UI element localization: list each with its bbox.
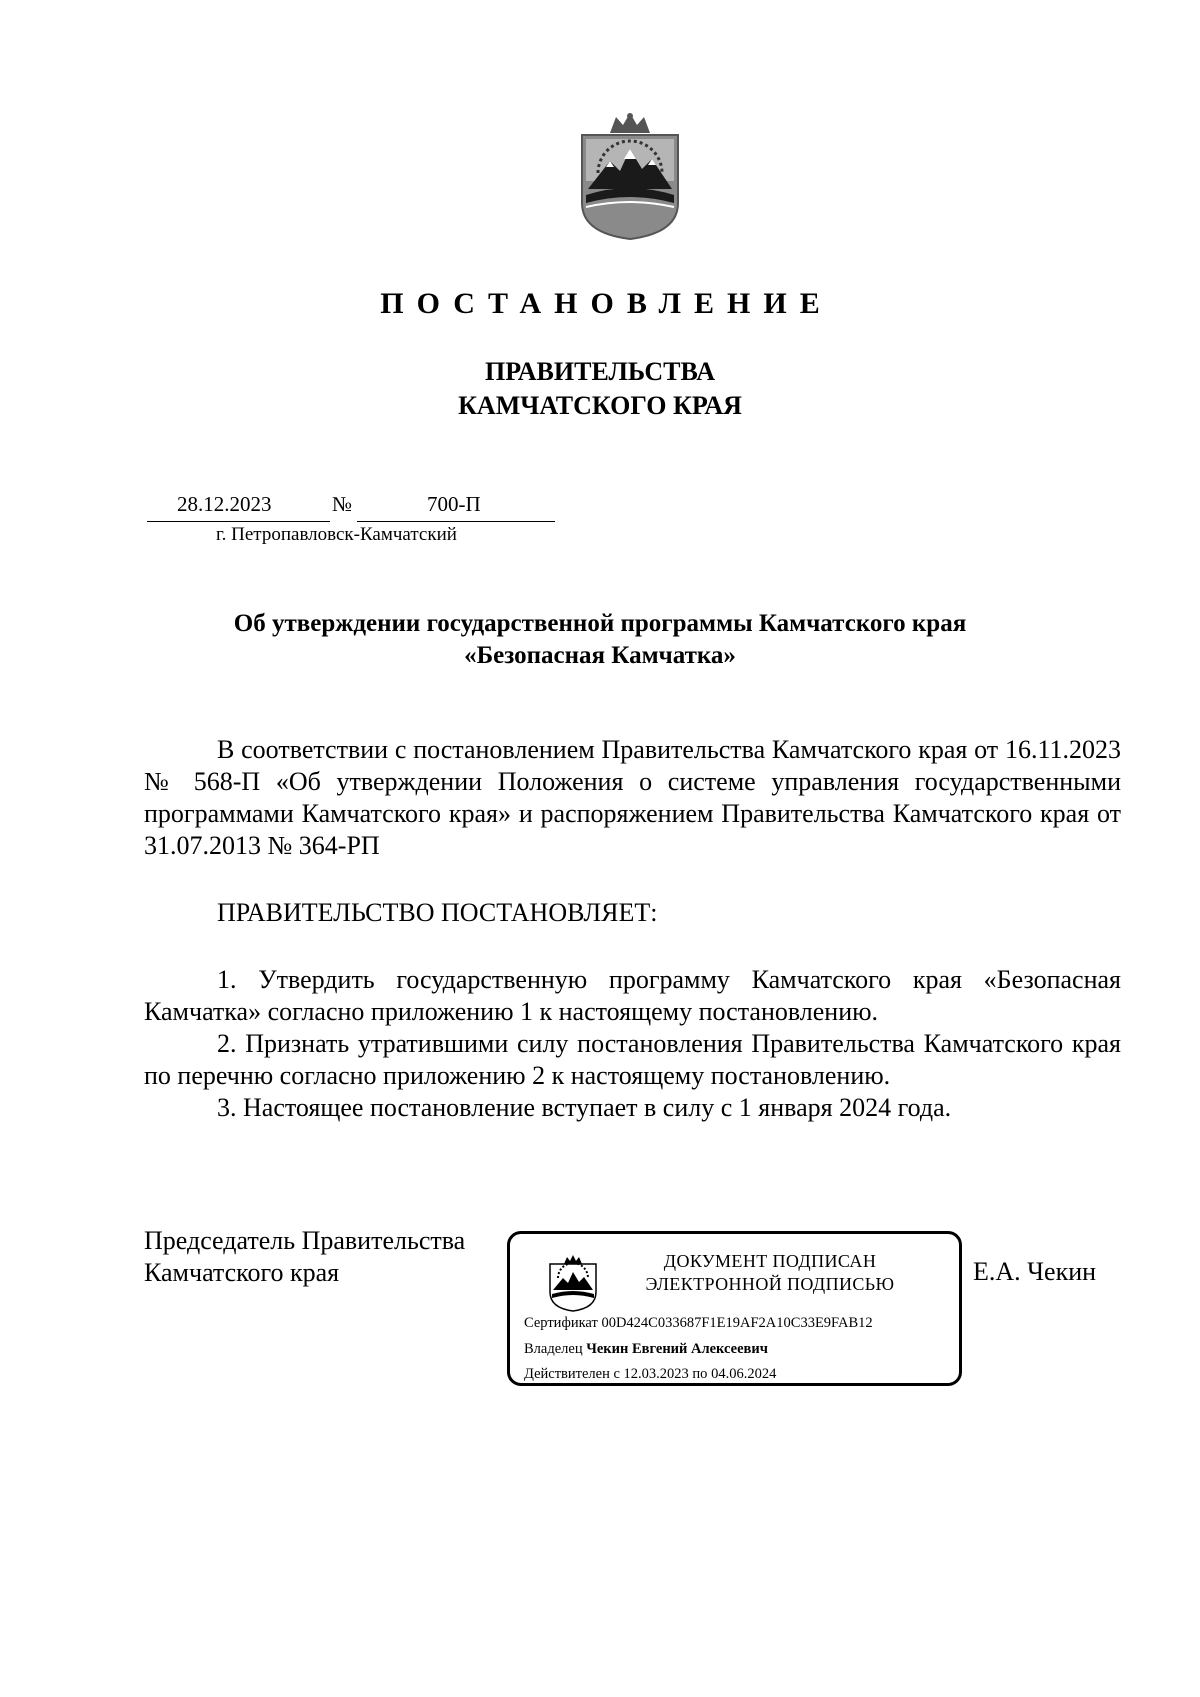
coat-of-arms-icon	[576, 111, 684, 240]
stamp-heading-line-2: ЭЛЕКТРОННОЙ ПОДПИСЬЮ	[645, 1274, 895, 1294]
document-date: 28.12.2023	[177, 492, 272, 516]
stamp-validity	[524, 1366, 776, 1383]
stamp-emblem-icon	[548, 1254, 598, 1312]
issuer-line-1: ПРАВИТЕЛЬСТВА	[485, 357, 715, 386]
certificate-value: 00D424C033687F1E19AF2A10C33E9FAB12	[601, 1315, 873, 1331]
issuer-name	[0, 355, 1200, 423]
signer-position-line-1: Председатель Правительства	[144, 1226, 466, 1255]
valid-to: 04.06.2024	[711, 1366, 777, 1382]
valid-from: 12.03.2023	[623, 1366, 689, 1382]
title-line-2: «Безопасная Камчатка»	[464, 642, 736, 669]
signer-name: Е.А. Чекин	[973, 1257, 1097, 1286]
stamp-heading	[610, 1250, 930, 1296]
document-number: 700-П	[427, 492, 481, 516]
stamp-owner	[524, 1341, 768, 1358]
number-underline	[357, 521, 555, 522]
signer-position	[144, 1225, 465, 1289]
resolution-item: 3. Настоящее постановление вступает в силу с 1 января 2024 года.	[217, 1093, 952, 1122]
resolution-items	[144, 964, 1121, 1124]
resolution-item: 1. Утвердить государственную программу Камчатского края «Безопасная Камчатка» согласно приложению 1 к настоящему постановлению.	[144, 965, 1121, 1026]
document-date-number	[147, 492, 555, 522]
issuer-line-2: КАМЧАТСКОГО КРАЯ	[458, 391, 742, 420]
resolves-heading: ПРАВИТЕЛЬСТВО ПОСТАНОВЛЯЕТ:	[217, 898, 658, 927]
signer-position-line-2: Камчатского края	[144, 1258, 340, 1287]
preamble-text: В соответствии с постановлением Правительства Камчатского края от 16.11.2023 № 568-П «Об утверждении Положения о системе управления государственными программами Камчатского края» и распоряжением Правительства Камчатского края от 31.07.2013 № 364-РП	[144, 735, 1121, 860]
valid-to-label: по	[692, 1366, 708, 1382]
document-type-heading: ПОСТАНОВЛЕНИЕ	[380, 287, 833, 320]
title-line-1: Об утверждении государственной программы Камчатского края	[233, 610, 967, 637]
owner-value: Чекин Евгений Алексеевич	[586, 1341, 768, 1357]
preamble	[144, 734, 1121, 862]
document-title	[120, 608, 1080, 672]
validity-label: Действителен с	[524, 1366, 620, 1382]
number-sign: №	[332, 492, 353, 516]
stamp-certificate	[524, 1315, 873, 1332]
date-underline	[147, 521, 330, 522]
electronic-signature-stamp	[507, 1231, 962, 1386]
certificate-label: Сертификат	[524, 1315, 598, 1331]
city-of-issue: г. Петропавловск-Камчатский	[216, 524, 457, 545]
resolution-item: 2. Признать утратившими силу постановления Правительства Камчатского края по перечню согласно приложению 2 к настоящему постановлению.	[144, 1029, 1121, 1090]
stamp-heading-line-1: ДОКУМЕНТ ПОДПИСАН	[663, 1251, 877, 1271]
owner-label: Владелец	[524, 1341, 583, 1357]
